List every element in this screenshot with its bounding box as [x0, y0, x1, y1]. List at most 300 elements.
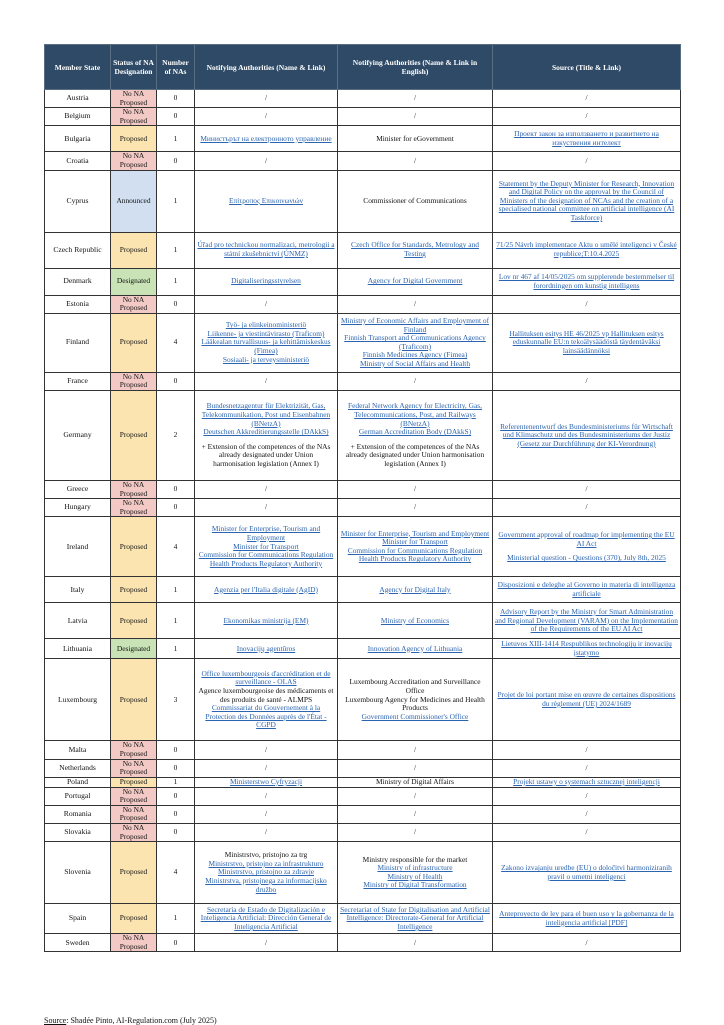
footer-source-text: : Shadée Pinto, AI-Regulation.com (July 2025) [66, 1016, 217, 1025]
authority-link[interactable]: Health Products Regulatory Authority [358, 554, 472, 564]
number-cell: 1 [157, 170, 195, 232]
table-row [45, 313, 681, 372]
number-cell: 1 [157, 639, 195, 659]
authority-text: / [264, 155, 268, 165]
source-link[interactable]: Проект закон за използването и развитието на изкуствения интелект [514, 129, 659, 147]
authority-link[interactable]: Ekonomikas ministrija (EM) [223, 615, 309, 625]
authority-text: / [413, 809, 417, 819]
authority-cell [195, 108, 338, 126]
authority-link[interactable]: Minister for Enterprise, Tourism and Employment [340, 528, 490, 538]
number-cell: 0 [157, 108, 195, 126]
source-cell [493, 372, 681, 390]
authority-link[interactable]: Czech Office for Standards, Metrology and Testing [351, 240, 479, 259]
number-cell: 0 [157, 499, 195, 517]
authority-cell [195, 741, 338, 759]
table-row [45, 577, 681, 603]
source-cell [493, 295, 681, 313]
source-link[interactable]: Projekt ustawy o systemach sztucznej inteligencji [513, 777, 660, 786]
authority-english-cell [338, 152, 493, 170]
authority-link[interactable]: Ministry of infrastructure [377, 863, 453, 873]
authority-cell [195, 603, 338, 639]
table-row [45, 152, 681, 170]
authority-text: / [264, 762, 268, 772]
table-row [45, 268, 681, 295]
authority-cell [195, 659, 338, 741]
member-state-cell: Malta [45, 741, 111, 759]
status-cell: Proposed [111, 577, 157, 603]
number-cell: 0 [157, 824, 195, 842]
authority-link[interactable]: Ministry of Health [387, 871, 443, 881]
authority-english-cell [338, 759, 493, 777]
authority-link[interactable]: Ministrstvo, pristojno za infrastrukturo [208, 858, 324, 868]
source-text: / [585, 762, 588, 772]
number-cell: 0 [157, 741, 195, 759]
status-cell: No NA Proposed [111, 108, 157, 126]
authority-text: / [264, 93, 268, 103]
member-state-cell: Estonia [45, 295, 111, 313]
page-content [44, 44, 680, 952]
source-text: / [585, 93, 588, 103]
source-cell [493, 390, 681, 480]
authority-english-cell [338, 603, 493, 639]
source-link[interactable]: Government approval of roadmap for implementing the EU AI Act [498, 529, 675, 548]
competence-extension-note: + Extension of the competences of the NAs already designated under Union harmonisation legislation (Annex I) [201, 441, 331, 468]
status-cell: No NA Proposed [111, 295, 157, 313]
source-link[interactable]: Advisory Report by the Ministry for Smart Administration and Regional Development (VARAM) on the Implementation of the Requirements of the EU AI Act [495, 606, 678, 634]
authority-text: / [264, 298, 268, 308]
source-text: / [585, 744, 588, 754]
source-cell [493, 577, 681, 603]
authority-english-cell [338, 390, 493, 480]
source-link[interactable]: Zakono izvajanju uredbe (EU) o določitvi harmoniziranih pravil o umetni inteligenci [501, 863, 672, 881]
authority-link[interactable]: Digitaliseringsstyrelsen [231, 276, 301, 286]
authority-link[interactable]: Office luxembourgeois d'accréditation et de surveillance - OLAS [201, 668, 331, 687]
authority-cell [195, 577, 338, 603]
header-status: Status of NA Designation [111, 45, 157, 90]
authority-link[interactable]: Agency for Digital Italy [379, 584, 451, 594]
source-text: / [585, 790, 588, 800]
status-cell: No NA Proposed [111, 499, 157, 517]
table-row [45, 170, 681, 232]
number-cell: 0 [157, 805, 195, 823]
authority-link[interactable]: Lääkealan turvallisuus- ja kehittämiskeskus (Fimea) [201, 337, 331, 356]
authority-text: / [413, 790, 417, 800]
member-state-cell: Finland [45, 313, 111, 372]
authority-link[interactable]: Agenzia per l'Italia digitale (AgID) [214, 584, 318, 594]
authority-link[interactable]: Deutschen Akkreditierungsstelle (DAkkS) [203, 427, 329, 437]
status-cell: No NA Proposed [111, 372, 157, 390]
authority-text: Ministry of Digital Affairs [375, 777, 455, 786]
authority-text: / [413, 298, 417, 308]
authority-link[interactable]: Secretariat of State for Digitalisation and Artificial Intelligence: Directorate-General for Artificial Intelligence [340, 904, 490, 932]
number-cell: 1 [157, 603, 195, 639]
authority-text: / [264, 376, 268, 386]
authority-english-cell [338, 777, 493, 787]
status-cell: No NA Proposed [111, 152, 157, 170]
status-cell: No NA Proposed [111, 787, 157, 805]
source-cell [493, 268, 681, 295]
authority-text: / [264, 484, 268, 494]
source-link[interactable]: 71/25 Návrh implementace Aktu o umělé inteligenci v České republice;T:10.4.2025 [496, 240, 677, 259]
number-cell: 1 [157, 777, 195, 787]
number-cell: 1 [157, 904, 195, 934]
table-row [45, 787, 681, 805]
header-member-state: Member State [45, 45, 111, 90]
authority-english-cell [338, 170, 493, 232]
authority-link[interactable]: Ministerstwo Cyfryzacji [229, 777, 303, 786]
status-cell: Designated [111, 639, 157, 659]
authority-link[interactable]: Ministry of Economic Affairs and Employment of Finland [340, 315, 490, 334]
source-text: / [585, 502, 588, 512]
status-cell: Proposed [111, 659, 157, 741]
member-state-cell: Sweden [45, 934, 111, 952]
authority-link[interactable]: Minister for Enterprise, Tourism and Employment [211, 524, 321, 542]
authority-english-cell [338, 517, 493, 577]
status-cell: Proposed [111, 904, 157, 934]
source-text: / [585, 937, 588, 947]
source-cell [493, 777, 681, 787]
member-state-cell: Belgium [45, 108, 111, 126]
authority-link[interactable]: Government Commissioner's Office [361, 711, 469, 721]
status-cell: No NA Proposed [111, 480, 157, 498]
authority-english-cell [338, 90, 493, 108]
authority-english-cell [338, 824, 493, 842]
status-cell: Announced [111, 170, 157, 232]
member-state-cell: Slovakia [45, 824, 111, 842]
source-text: / [585, 155, 588, 165]
number-cell: 1 [157, 232, 195, 268]
authority-cell [195, 904, 338, 934]
authority-english-cell [338, 805, 493, 823]
authority-link[interactable]: Commission for Communications Regulation [347, 545, 483, 555]
status-cell: No NA Proposed [111, 90, 157, 108]
authority-link[interactable]: Agency for Digital Government [367, 276, 463, 286]
source-cell [493, 805, 681, 823]
status-cell: No NA Proposed [111, 805, 157, 823]
authority-text: Ministrstvo, pristojno za trg [224, 850, 308, 860]
authority-link[interactable]: Министърът на електронното управление [200, 133, 332, 143]
table-row [45, 759, 681, 777]
header-number: Number of NAs [157, 45, 195, 90]
number-cell: 0 [157, 295, 195, 313]
authority-cell [195, 517, 338, 577]
authority-text: / [264, 937, 268, 947]
source-cell [493, 170, 681, 232]
member-state-cell: Denmark [45, 268, 111, 295]
authority-link[interactable]: Ministry of Digital Transformation [363, 880, 467, 890]
member-state-cell: Latvia [45, 603, 111, 639]
authority-link[interactable]: Commission for Communications Regulation [198, 550, 334, 560]
authority-text: / [413, 155, 417, 165]
authority-text: / [413, 484, 417, 494]
authority-text: Agence luxembourgeoise des médicaments et des produits de santé - ALMPS [198, 685, 334, 704]
number-cell: 3 [157, 659, 195, 741]
authority-cell [195, 232, 338, 268]
authority-english-cell [338, 372, 493, 390]
member-state-cell: Croatia [45, 152, 111, 170]
member-state-cell: Poland [45, 777, 111, 787]
number-cell: 4 [157, 842, 195, 904]
authority-cell [195, 824, 338, 842]
authority-english-cell [338, 934, 493, 952]
authority-cell [195, 759, 338, 777]
member-state-cell: Portugal [45, 787, 111, 805]
authority-english-cell [338, 295, 493, 313]
member-state-cell: Germany [45, 390, 111, 480]
number-cell: 0 [157, 90, 195, 108]
source-cell [493, 659, 681, 741]
status-cell: No NA Proposed [111, 824, 157, 842]
authority-text: / [264, 827, 268, 837]
authority-link[interactable]: Commissariat du Gouvernement à la Protection des Données auprès de l'État - CGPD [205, 703, 327, 730]
source-text: / [585, 111, 588, 121]
member-state-cell: Bulgaria [45, 126, 111, 152]
table-row [45, 517, 681, 577]
authority-cell [195, 313, 338, 372]
table-header-row [45, 45, 681, 90]
source-link[interactable]: Lov nr 467 af 14/05/2025 om supplerende bestemmelser til forordningen om kunstig intelligens [498, 271, 675, 290]
authority-cell [195, 480, 338, 498]
member-state-cell: France [45, 372, 111, 390]
authority-cell [195, 268, 338, 295]
authority-text: / [264, 744, 268, 754]
source-cell [493, 108, 681, 126]
source-text: / [585, 827, 588, 837]
authority-text: Commissioner of Communications [363, 195, 467, 205]
authority-english-cell [338, 108, 493, 126]
authority-text: / [413, 111, 417, 121]
source-cell [493, 126, 681, 152]
authority-text: / [413, 937, 417, 947]
authority-link[interactable]: Ministry of Economics [380, 615, 450, 625]
status-cell: Proposed [111, 603, 157, 639]
table-row [45, 108, 681, 126]
table-row [45, 777, 681, 787]
authority-english-cell [338, 577, 493, 603]
table-row [45, 842, 681, 904]
authority-english-cell [338, 787, 493, 805]
table-row [45, 90, 681, 108]
authority-text: / [264, 111, 268, 121]
authority-link[interactable]: Minister for Transport [382, 537, 448, 547]
competence-extension-note: + Extension of the competences of the NAs already designated under Union harmonisation legislation (Annex I) [345, 441, 485, 468]
authority-cell [195, 639, 338, 659]
member-state-cell: Greece [45, 480, 111, 498]
authority-cell [195, 126, 338, 152]
authority-english-cell [338, 499, 493, 517]
status-cell: Proposed [111, 517, 157, 577]
table-row [45, 295, 681, 313]
authority-cell [195, 842, 338, 904]
authority-cell [195, 787, 338, 805]
authority-link[interactable]: Ministrstvo, pristojno za zdravje [217, 867, 315, 877]
authority-link[interactable]: Finnish Transport and Communications Agency (Traficom) [344, 333, 486, 351]
source-cell [493, 787, 681, 805]
source-link[interactable]: Disposizioni e deleghe al Governo in materia di intelligenza artificiale [497, 580, 676, 598]
authority-text: / [413, 827, 417, 837]
authority-english-cell [338, 842, 493, 904]
authority-link[interactable]: Sosiaali- ja terveysministeriö [222, 354, 310, 364]
number-cell: 0 [157, 152, 195, 170]
notifying-authorities-table [44, 44, 681, 952]
authority-english-cell [338, 268, 493, 295]
source-cell [493, 603, 681, 639]
authority-text: / [413, 502, 417, 512]
table-row [45, 480, 681, 498]
source-link[interactable]: Statement by the Deputy Minister for Research, Innovation and Digital Policy on the approval by the Council of Ministers of the designation of NCAs and the creation of a specialised national committee on artificial intelligence (AI Taskforce) [498, 178, 675, 222]
table-row [45, 805, 681, 823]
authority-english-cell [338, 232, 493, 268]
number-cell: 0 [157, 759, 195, 777]
authority-cell [195, 90, 338, 108]
authority-english-cell [338, 904, 493, 934]
source-cell [493, 824, 681, 842]
authority-cell [195, 805, 338, 823]
authority-english-cell [338, 480, 493, 498]
authority-link[interactable]: German Accreditation Body (DAkkS) [358, 427, 472, 437]
authority-link[interactable]: Liikenne- ja viestintävirasto (Traficom) [207, 328, 325, 338]
status-cell: Proposed [111, 777, 157, 787]
authority-text: / [413, 376, 417, 386]
source-link[interactable]: Referentenentwurf des Bundesministeriums für Wirtschaft und Klimaschutz und des Bundesministeriums der Justiz (Gesetz zur Durchführung der KI-Verordnung) [500, 421, 673, 448]
table-row [45, 126, 681, 152]
authority-link[interactable]: Úřad pro technickou normalizaci, metrologii a státní zkušebnictví (ÚNMZ) [197, 240, 335, 259]
member-state-cell: Cyprus [45, 170, 111, 232]
member-state-cell: Slovenia [45, 842, 111, 904]
authority-link[interactable]: Επίτροπος Επικοινωνιών [228, 195, 303, 205]
source-cell [493, 480, 681, 498]
footer-source-label: Source [44, 1016, 67, 1025]
source-cell [493, 842, 681, 904]
authority-link[interactable]: Työ- ja elinkeinoministeriö [225, 320, 307, 330]
source-cell [493, 232, 681, 268]
status-cell: Proposed [111, 842, 157, 904]
header-authorities: Notifying Authorities (Name & Link) [195, 45, 338, 90]
member-state-cell: Romania [45, 805, 111, 823]
table-row [45, 741, 681, 759]
table-row [45, 390, 681, 480]
authority-text: / [413, 744, 417, 754]
source-cell [493, 639, 681, 659]
table-row [45, 232, 681, 268]
table-row [45, 639, 681, 659]
authority-link[interactable]: Secretaría de Estado de Digitalización e Inteligencia Artificial: Dirección General de Inteligencia Artificial [200, 904, 332, 932]
authority-link[interactable]: Health Products Regulatory Authority [209, 558, 323, 568]
member-state-cell: Italy [45, 577, 111, 603]
authority-cell [195, 390, 338, 480]
authority-cell [195, 295, 338, 313]
table-row [45, 372, 681, 390]
source-cell [493, 904, 681, 934]
number-cell: 0 [157, 372, 195, 390]
authority-link[interactable]: Minister for Transport [233, 541, 299, 551]
authority-cell [195, 777, 338, 787]
authority-english-cell [338, 659, 493, 741]
authority-text: Minister for eGovernment [376, 133, 454, 143]
member-state-cell: Spain [45, 904, 111, 934]
number-cell: 1 [157, 126, 195, 152]
authority-text: Luxembourg Accreditation and Surveillance Office [349, 677, 481, 695]
source-text: / [585, 484, 588, 494]
authority-text: Luxembourg Agency for Medicines and Health Products [345, 694, 485, 713]
authority-text: Ministry responsible for the market [362, 854, 468, 864]
source-link[interactable]: Ministerial question - Questions (370), July 8th, 2025 [507, 553, 666, 563]
authority-english-cell [338, 313, 493, 372]
authority-link[interactable]: Innovation Agency of Lithuania [367, 643, 463, 653]
status-cell: Proposed [111, 313, 157, 372]
authority-text: / [264, 502, 268, 512]
authority-link[interactable]: Finnish Medicines Agency (Fimea) [362, 350, 468, 360]
number-cell: 1 [157, 577, 195, 603]
authority-link[interactable]: Inovacijų agentūros [236, 643, 296, 653]
table-row [45, 824, 681, 842]
status-cell: No NA Proposed [111, 934, 157, 952]
source-link[interactable]: Projet de loi portant mise en œuvre de certaines dispositions du règlement (UE) 2024/1689 [497, 690, 676, 708]
member-state-cell: Austria [45, 90, 111, 108]
authority-text: / [413, 762, 417, 772]
status-cell: Designated [111, 268, 157, 295]
number-cell: 4 [157, 313, 195, 372]
number-cell: 0 [157, 787, 195, 805]
status-cell: Proposed [111, 126, 157, 152]
member-state-cell: Luxembourg [45, 659, 111, 741]
number-cell: 0 [157, 934, 195, 952]
authority-link[interactable]: Federal Network Agency for Electricity, Gas, Telecommunications, Post, and Railways (BNetzA) [348, 401, 482, 428]
authority-english-cell [338, 639, 493, 659]
source-link[interactable]: Hallituksen esitys HE 46/2025 vp Hallituksen esitys eduskunnalle EU:n tekoälysäädöstä täydentäväksi lainsäädännöksi [509, 328, 664, 356]
member-state-cell: Lithuania [45, 639, 111, 659]
status-cell: Proposed [111, 390, 157, 480]
number-cell: 4 [157, 517, 195, 577]
table-row [45, 499, 681, 517]
member-state-cell: Czech Republic [45, 232, 111, 268]
authority-cell [195, 372, 338, 390]
table-row [45, 659, 681, 741]
status-cell: No NA Proposed [111, 759, 157, 777]
authority-cell [195, 499, 338, 517]
authority-link[interactable]: Bundesnetzagentur für Elektrizität, Gas, Telekommunikation, Post und Eisenbahnen (BNetzA) [201, 401, 331, 428]
source-cell [493, 517, 681, 577]
number-cell: 2 [157, 390, 195, 480]
authority-cell [195, 934, 338, 952]
authority-link[interactable]: Ministry of Social Affairs and Health [359, 358, 471, 368]
source-link[interactable]: Lietuvos XIII-1414 Respublikos technologijų ir inovacijų įstatymo [501, 639, 672, 657]
source-text: / [585, 298, 588, 308]
authority-english-cell [338, 126, 493, 152]
table-row [45, 904, 681, 934]
source-text: / [585, 809, 588, 819]
authority-cell [195, 152, 338, 170]
authority-text: / [413, 93, 417, 103]
status-cell: No NA Proposed [111, 741, 157, 759]
number-cell: 0 [157, 480, 195, 498]
authority-english-cell [338, 741, 493, 759]
source-link[interactable]: Anteproyecto de ley para el buen uso y la gobernanza de la inteligencia artificial [PDF] [499, 909, 674, 927]
member-state-cell: Hungary [45, 499, 111, 517]
source-cell [493, 90, 681, 108]
source-cell [493, 499, 681, 517]
status-cell: Proposed [111, 232, 157, 268]
member-state-cell: Netherlands [45, 759, 111, 777]
source-text: / [585, 376, 588, 386]
table-row [45, 603, 681, 639]
authority-text: / [264, 809, 268, 819]
authority-cell [195, 170, 338, 232]
table-body [45, 90, 681, 952]
authority-link[interactable]: Ministrstva, pristojnega za informacijsko družbo [205, 876, 327, 894]
header-authorities-english: Notifying Authorities (Name & Link in English) [338, 45, 493, 90]
table-row [45, 934, 681, 952]
